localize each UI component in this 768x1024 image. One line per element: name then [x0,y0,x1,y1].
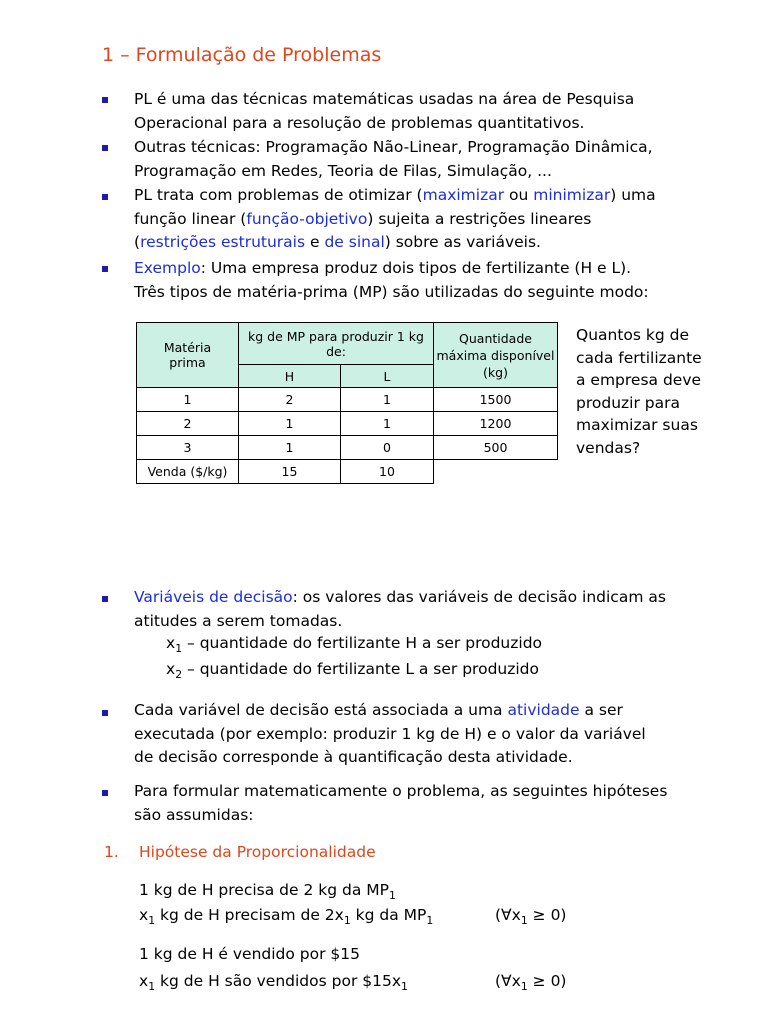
text-line: executada (por exemplo: produzir 1 kg de H) e o valor da variável [134,724,646,743]
text-line [134,699,646,723]
bullet-icon [102,194,108,200]
var: x [139,906,149,924]
subscript: 2 [175,667,183,681]
keyword-exemplo: Exemplo [134,259,201,277]
text: ) sobre as variáveis. [384,233,541,251]
subscript: 1 [426,913,434,927]
text-line: Programação em Redes, Teoria de Filas, Simulação, ... [134,161,552,180]
table-row-venda [137,460,558,484]
bullet-hypotheses [134,780,667,827]
cell-mp: 3 [137,436,239,460]
text-line [134,184,656,208]
cell-venda-label: Venda ($/kg) [137,460,239,484]
text: (∀x [495,972,521,990]
cell-l: 1 [341,412,434,436]
table-row [137,436,558,460]
text: : Uma empresa produz dois tipos de fertilizante (H e L). [200,259,632,277]
keyword-minimizar: minimizar [533,186,611,204]
header-quantidade [434,323,558,388]
text-line [134,257,649,281]
subscript: 1 [520,913,528,927]
cell-qtd: 500 [434,436,558,460]
text-line: Para formular matematicamente o problema, as seguintes hipóteses [134,782,668,800]
text-line [134,231,656,255]
bullet-other-techniques [134,136,653,183]
text-line: atitudes a serem tomadas. [134,611,343,630]
text-line: Três tipos de matéria-prima (MP) são utilizadas do seguinte modo: [134,282,649,301]
bullet-icon [102,266,108,272]
text: ≥ 0) [527,972,567,990]
cell-qtd: 1500 [434,388,558,412]
keyword-de-sinal: de sinal [324,233,385,251]
text-line: PL é uma das técnicas matemáticas usadas na área de Pesquisa [134,90,635,108]
subscript: 1 [148,913,156,927]
text: ou [504,186,534,204]
keyword-maximizar: maximizar [422,186,505,204]
bullet-icon [102,145,108,151]
text: ( [134,233,141,251]
text: 1 kg de H precisa de 2 kg da MP [139,881,389,899]
header-materia-prima [137,323,239,388]
bullet-icon [102,97,108,103]
text: – quantidade do fertilizante L a ser produzido [182,660,539,678]
hypothesis-title: Hipótese da Proporcionalidade [139,843,376,861]
quantifier [495,906,567,927]
text: PL trata com problemas de otimizar ( [134,186,423,204]
cell-mp: 1 [137,388,239,412]
bullet-icon [102,790,108,796]
text: – quantidade do fertilizante H a ser produzido [182,634,543,652]
bullet-activity [134,699,646,770]
header-h: H [239,365,341,388]
bullet-optimization [134,184,656,255]
text: função linear ( [134,209,247,228]
empty-cell [434,460,558,484]
bullet-icon [102,710,108,716]
subscript: 1 [520,979,528,993]
table-row [137,388,558,412]
keyword-funcao-objetivo: função-objetivo [246,209,368,228]
subscript: 1 [388,888,396,902]
text-line [134,208,656,232]
text-line: Outras técnicas: Programação Não-Linear, Programação Dinâmica, [134,138,653,156]
header-l: L [341,365,434,388]
header-text: Quantidade máxima disponível (kg) [436,330,555,380]
equation-line: 1 kg de H é vendido por $15 [139,945,361,963]
text: kg de H são vendidos por $15x [155,972,402,990]
equation-line [139,906,434,927]
cell-h: 1 [239,436,341,460]
cell-h: 1 [239,412,341,436]
text-line: são assumidas: [134,805,254,824]
equation-line [139,972,408,993]
text: a ser [579,701,623,719]
question-text: Quantos kg de cada fertilizante a empresa deve produzir para maximizar suas vendas? [576,326,702,457]
keyword-atividade: atividade [507,701,580,719]
cell-l: 0 [341,436,434,460]
cell-mp: 2 [137,412,239,436]
var: x [166,660,176,678]
cell-qtd: 1200 [434,412,558,436]
subscript: 1 [401,979,408,993]
text-line [134,586,666,610]
bullet-icon [102,596,108,602]
bullet-decision-variables [134,586,666,633]
quantifier [495,972,567,993]
var: x [166,634,176,652]
keyword-variaveis-decisao: Variáveis de decisão [134,588,293,606]
equation-line [139,881,396,902]
page-title: 1 – Formulação de Problemas [102,44,382,66]
text: kg da MP [350,906,427,924]
hypothesis-number: 1. [104,843,119,861]
cell-l: 1 [341,388,434,412]
header-text: kg de MP para produzir 1 kg de: [248,328,424,359]
text: ) sujeita a restrições lineares [367,209,592,228]
bullet-example [134,257,649,304]
variable-x1-definition [166,634,543,655]
raw-material-table [136,322,558,484]
text: kg de H precisam de 2x [155,906,344,924]
variable-x2-definition [166,660,539,681]
keyword-restricoes-estruturais: restrições estruturais [140,233,306,251]
subscript: 1 [343,913,351,927]
text: ) uma [610,186,656,204]
text: : os valores das variáveis de decisão indicam as [292,588,666,606]
header-text: Matéria prima [163,340,212,370]
table-row [137,412,558,436]
cell-h: 15 [239,460,341,484]
subscript: 1 [175,641,183,655]
header-kg-mp [239,323,434,365]
var: x [139,972,149,990]
text: Cada variável de decisão está associada a uma [134,701,508,719]
subscript: 1 [148,979,156,993]
cell-h: 2 [239,388,341,412]
text: (∀x [495,906,521,924]
cell-l: 10 [341,460,434,484]
text: e [305,233,325,251]
bullet-pl-definition [134,88,634,135]
text: ≥ 0) [527,906,567,924]
text-line: Operacional para a resolução de problemas quantitativos. [134,113,585,132]
text-line: de decisão corresponde à quantificação desta atividade. [134,748,573,766]
